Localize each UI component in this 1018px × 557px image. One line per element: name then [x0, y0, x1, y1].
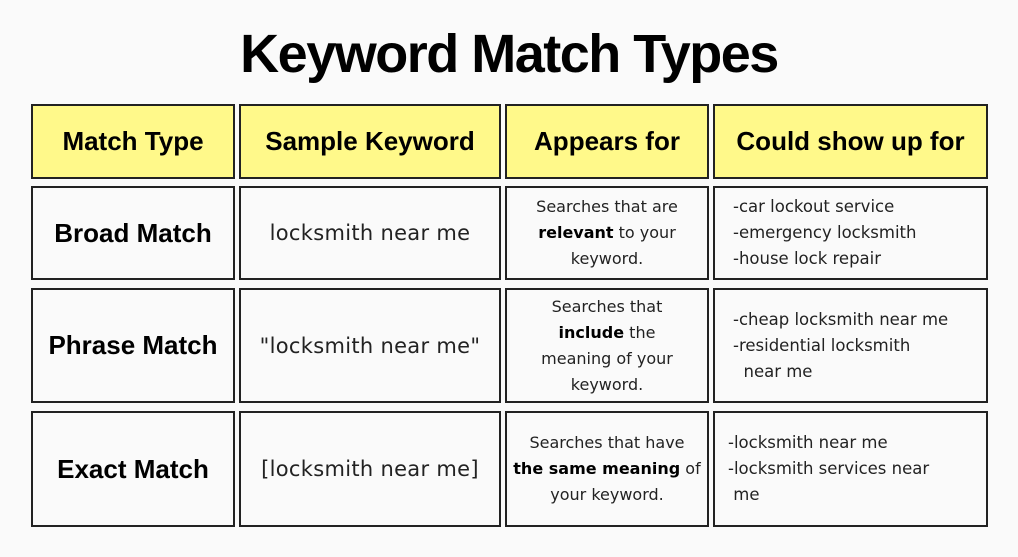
header-appears-for: Appears for [505, 104, 709, 179]
sample-keyword-broad: locksmith near me [239, 186, 501, 280]
example-item: -locksmith services near [728, 459, 930, 478]
could-show-up-for-exact [713, 411, 988, 527]
example-item: -cheap locksmith near me [733, 309, 949, 329]
example-item: near me [733, 361, 813, 381]
example-item: -house lock repair [733, 249, 882, 268]
example-item: -emergency locksmith [733, 223, 917, 242]
could-show-up-for-broad [713, 186, 988, 280]
match-type-broad: Broad Match [31, 186, 235, 280]
header-could-show-up-for: Could show up for [713, 104, 988, 179]
example-item: me [728, 485, 760, 504]
appears-for-broad: Searches that are relevant to your keyword. [505, 186, 709, 280]
header-sample-keyword: Sample Keyword [239, 104, 501, 179]
could-show-up-for-phrase [713, 288, 988, 403]
match-type-phrase: Phrase Match [31, 288, 235, 403]
appears-for-exact: Searches that have the same meaning of your keyword. [505, 411, 709, 527]
example-item: -locksmith near me [728, 433, 888, 452]
page-title: Keyword Match Types [240, 24, 778, 84]
sample-keyword-exact: [locksmith near me] [239, 411, 501, 527]
appears-for-phrase: Searches that include the meaning of your keyword. [505, 288, 709, 403]
header-match-type: Match Type [31, 104, 235, 179]
sample-keyword-phrase: "locksmith near me" [239, 288, 501, 403]
match-type-exact: Exact Match [31, 411, 235, 527]
example-item: -residential locksmith [733, 335, 911, 355]
example-item: -car lockout service [733, 197, 895, 216]
